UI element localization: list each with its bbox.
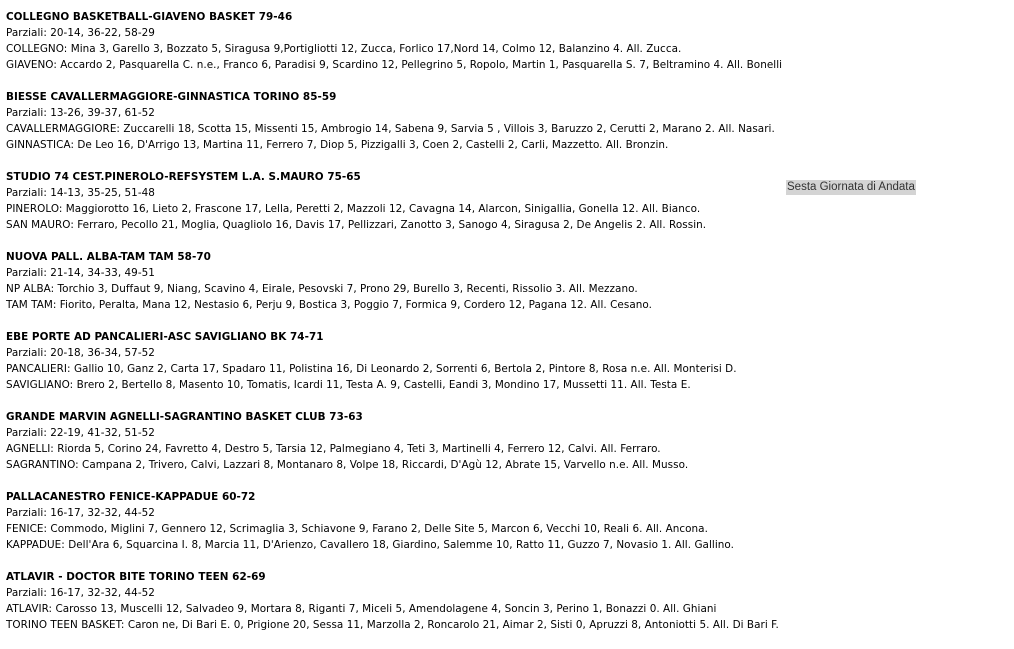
away-team-scorers: TAM TAM: Fiorito, Peralta, Mana 12, Nestasio 6, Perju 9, Bostica 3, Poggio 7, Formica 9, Cordero 12, Pagana 12. All. Cesano. [6,299,652,311]
game-title: ATLAVIR - DOCTOR BITE TORINO TEEN 62-69 [6,571,266,583]
game-partials: Parziali: 20-14, 36-22, 58-29 [6,27,155,39]
game-result [6,89,1006,169]
game-partials: Parziali: 20-18, 36-34, 57-52 [6,347,155,359]
home-team-scorers: PINEROLO: Maggiorotto 16, Lieto 2, Frascone 17, Lella, Peretti 2, Mazzoli 12, Cavagna 14, Alarcon, Sinigallia, Gonella 12. All. Bianco. [6,203,701,215]
game-title: EBE PORTE AD PANCALIERI-ASC SAVIGLIANO BK 74-71 [6,331,324,343]
game-partials: Parziali: 16-17, 32-32, 44-52 [6,507,155,519]
game-result [6,329,1006,409]
game-partials: Parziali: 21-14, 34-33, 49-51 [6,267,155,279]
away-team-scorers: SAN MAURO: Ferraro, Pecollo 21, Moglia, Quagliolo 16, Davis 17, Pellizzari, Zanotto 3, Sanogo 4, Siragusa 2, De Angelis 2. All. Rossin. [6,219,707,231]
away-team-scorers: TORINO TEEN BASKET: Caron ne, Di Bari E. 0, Prigione 20, Sessa 11, Marzolla 2, Roncarolo 21, Aimar 2, Sisti 0, Apruzzi 8, Antoniotti 5. All. Di Bari F. [6,619,779,631]
home-team-scorers: FENICE: Commodo, Miglini 7, Gennero 12, Scrimaglia 3, Schiavone 9, Farano 2, Delle Site 5, Marcon 6, Vecchi 10, Reali 6. All. Ancona. [6,523,708,535]
away-team-scorers: GINNASTICA: De Leo 16, D'Arrigo 13, Martina 11, Ferrero 7, Diop 5, Pizzigalli 3, Coen 2, Castelli 2, Carli, Mazzetto. All. Bronzin. [6,139,669,151]
game-title: BIESSE CAVALLERMAGGIORE-GINNASTICA TORINO 85-59 [6,91,337,103]
home-team-scorers: AGNELLI: Riorda 5, Corino 24, Favretto 4, Destro 5, Tarsia 12, Palmegiano 4, Teti 3, Martinelli 4, Ferrero 12, Calvi. All. Ferraro. [6,443,661,455]
game-result [6,569,1006,649]
game-title: COLLEGNO BASKETBALL-GIAVENO BASKET 79-46 [6,11,293,23]
game-title: GRANDE MARVIN AGNELLI-SAGRANTINO BASKET CLUB 73-63 [6,411,363,423]
home-team-scorers: COLLEGNO: Mina 3, Garello 3, Bozzato 5, Siragusa 9,Portigliotti 12, Zucca, Forlico 17,Nord 14, Colmo 12, Balanzino 4. All. Zucca. [6,43,682,55]
game-partials: Parziali: 13-26, 39-37, 61-52 [6,107,155,119]
round-label: Sesta Giornata di Andata [787,181,915,193]
game-title: PALLACANESTRO FENICE-KAPPADUE 60-72 [6,491,256,503]
game-title: STUDIO 74 CEST.PINEROLO-REFSYSTEM L.A. S.MAURO 75-65 [6,171,361,183]
away-team-scorers: GIAVENO: Accardo 2, Pasquarella C. n.e., Franco 6, Paradisi 9, Scardino 12, Pellegrino 5, Ropolo, Martin 1, Pasquarella S. 7, Beltramino 4. All. Bonelli [6,59,783,71]
game-result [6,9,1006,89]
game-partials: Parziali: 14-13, 35-25, 51-48 [6,187,155,199]
home-team-scorers: PANCALIERI: Gallio 10, Ganz 2, Carta 17, Spadaro 11, Polistina 16, Di Leonardo 2, Sorrenti 6, Bertola 2, Pintore 8, Rosa n.e. All. Monterisi D. [6,363,737,375]
home-team-scorers: NP ALBA: Torchio 3, Duffaut 9, Niang, Scavino 4, Eirale, Pesovski 7, Prono 29, Burello 3, Recenti, Rissolio 3. All. Mezzano. [6,283,638,295]
away-team-scorers: SAVIGLIANO: Brero 2, Bertello 8, Masento 10, Tomatis, Icardi 11, Testa A. 9, Castelli, Eandi 3, Mondino 17, Mussetti 11. All. Testa E. [6,379,691,391]
away-team-scorers: SAGRANTINO: Campana 2, Trivero, Calvi, Lazzari 8, Montanaro 8, Volpe 18, Riccardi, D'Agù 12, Abrate 15, Varvello n.e. All. Musso. [6,459,689,471]
home-team-scorers: CAVALLERMAGGIORE: Zuccarelli 18, Scotta 15, Missenti 15, Ambrogio 14, Sabena 9, Sarvia 5 , Villois 3, Baruzzo 2, Cerutti 2, Marano 2. All. Nasari. [6,123,775,135]
game-partials: Parziali: 22-19, 41-32, 51-52 [6,427,155,439]
game-result [6,409,1006,489]
game-result [6,249,1006,329]
results-list [6,9,1006,649]
game-partials: Parziali: 16-17, 32-32, 44-52 [6,587,155,599]
game-title: NUOVA PALL. ALBA-TAM TAM 58-70 [6,251,211,263]
game-result [6,489,1006,569]
away-team-scorers: KAPPADUE: Dell'Ara 6, Squarcina I. 8, Marcia 11, D'Arienzo, Cavallero 18, Giardino, Salemme 10, Ratto 11, Guzzo 7, Novasio 1. All. Gallino. [6,539,734,551]
home-team-scorers: ATLAVIR: Carosso 13, Muscelli 12, Salvadeo 9, Mortara 8, Riganti 7, Miceli 5, Amendolagene 4, Soncin 3, Perino 1, Bonazzi 0. All. Ghiani [6,603,717,615]
